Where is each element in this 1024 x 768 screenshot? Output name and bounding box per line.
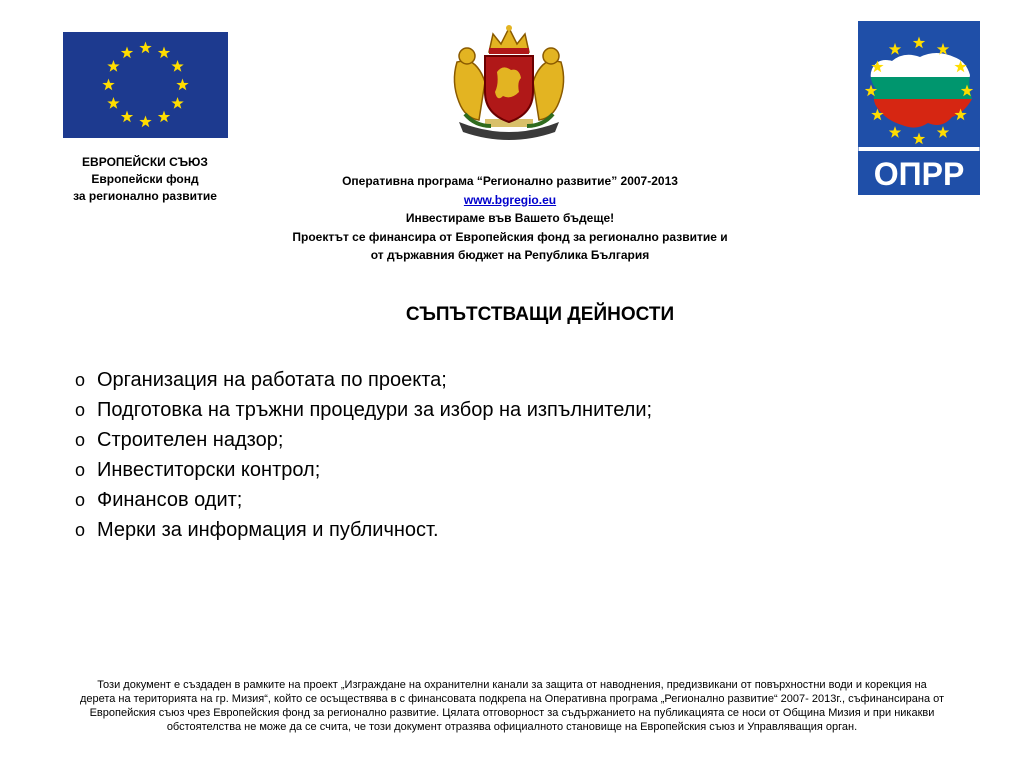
program-funding-line: Проектът се финансира от Европейския фонд за регионално развитие и bbox=[292, 229, 728, 244]
bullet-icon: o bbox=[75, 520, 86, 540]
list-item-text: Финансов одит; bbox=[97, 489, 243, 511]
program-website-link[interactable]: www.bgregio.eu bbox=[463, 192, 557, 207]
footer-disclaimer bbox=[20, 678, 1004, 734]
footer-line: обстоятелства не може да се счита, че този документ отразява официалното становище на Европейския съюз и Управляващия орган. bbox=[166, 721, 858, 733]
list-item-text: Подготовка на тръжни процедури за избор на изпълнители; bbox=[97, 399, 653, 421]
eu-flag-icon bbox=[63, 32, 228, 138]
program-title: Оперативна програма “Регионално развитие” 2007-2013 bbox=[342, 174, 678, 188]
list-item-text: Мерки за информация и публичност. bbox=[97, 519, 439, 541]
oprr-logo-text: ОПРР bbox=[873, 156, 965, 192]
bullet-icon: o bbox=[75, 460, 86, 480]
footer-line: Този документ е създаден в рамките на проект „Изграждане на охранителни канали за защита от наводнения, предизвикани от повърхностни води и корекция на bbox=[97, 679, 927, 691]
bullet-icon: o bbox=[75, 400, 86, 420]
list-item bbox=[75, 455, 652, 485]
bullet-icon: o bbox=[75, 490, 86, 510]
list-item bbox=[75, 395, 652, 425]
eu-caption-line: ЕВРОПЕЙСКИ СЪЮЗ bbox=[82, 155, 208, 169]
eu-caption-line: Европейски фонд bbox=[91, 172, 199, 186]
bullet-icon: o bbox=[75, 370, 86, 390]
activities-list bbox=[75, 365, 652, 545]
program-funding-line: от държавния бюджет на Република България bbox=[370, 248, 650, 262]
program-info bbox=[235, 172, 785, 265]
list-item-text: Организация на работата по проекта; bbox=[97, 369, 447, 391]
section-title: СЪПЪТСТВАЩИ ДЕЙНОСТИ bbox=[405, 304, 675, 325]
footer-line: дерета на територията на гр. Мизия“, който се осъществява в с финансовата подкрепа на Оперативна програма „Регионално развитие“ 2007- 2013г., съфинансирана от bbox=[79, 693, 945, 705]
bulgaria-coat-of-arms-icon bbox=[445, 22, 573, 140]
eu-fund-caption bbox=[40, 154, 250, 205]
list-item-text: Строителен надзор; bbox=[97, 429, 284, 451]
bullet-icon: o bbox=[75, 430, 86, 450]
list-item-text: Инвеститорски контрол; bbox=[97, 459, 321, 481]
list-item bbox=[75, 515, 652, 545]
list-item bbox=[75, 485, 652, 515]
footer-line: Европейския съюз чрез Европейския фонд за регионално развитие. Цялата отговорност за съдържанието на публикацията се носи от Община Мизия и при никакви bbox=[89, 707, 935, 719]
list-item bbox=[75, 365, 652, 395]
oprr-logo-icon bbox=[858, 21, 980, 195]
eu-caption-line: за регионално развитие bbox=[73, 189, 217, 203]
list-item bbox=[75, 425, 652, 455]
program-slogan: Инвестираме във Вашето бъдеще! bbox=[405, 211, 615, 225]
